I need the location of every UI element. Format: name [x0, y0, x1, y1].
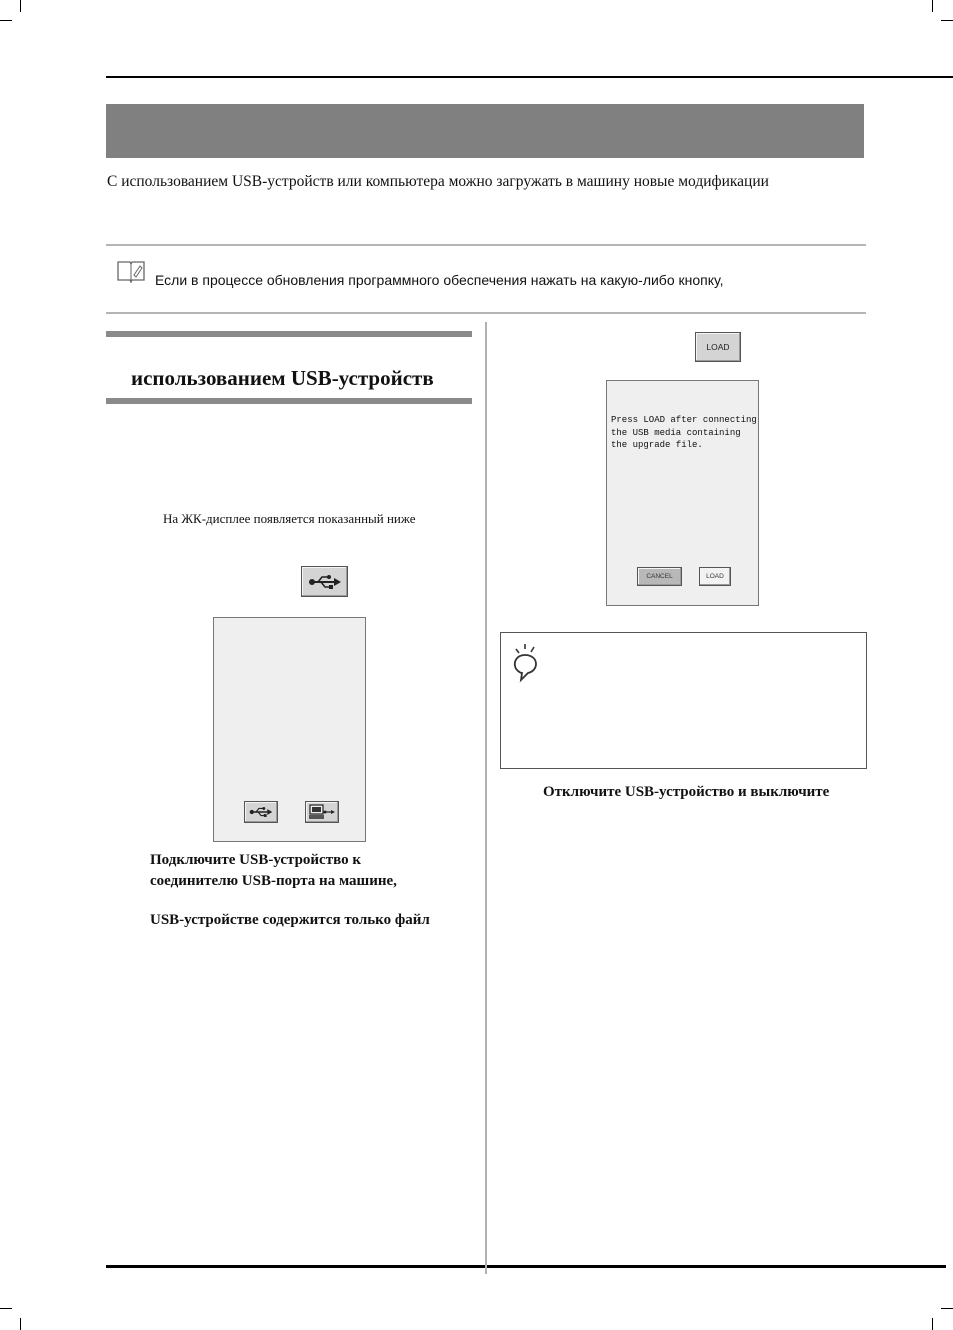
- subheading-top-rule: [106, 331, 472, 337]
- lightbulb-note-icon: [509, 643, 543, 688]
- memo-book-icon: [116, 258, 146, 289]
- step-line: USB-устройстве содержится только файл: [150, 912, 430, 928]
- header-rule: [106, 76, 953, 78]
- cancel-button[interactable]: CANCEL: [637, 567, 682, 586]
- crop-mark: [20, 1318, 21, 1330]
- load-key-button[interactable]: LOAD: [695, 332, 741, 362]
- step-line: Отключите USB-устройство и выключите: [543, 784, 830, 800]
- intro-paragraph: С использованием USB-устройств или компьютера можно загружать в машину новые модификации: [107, 173, 769, 190]
- section-title-bar: [106, 104, 864, 158]
- crop-mark: [932, 1318, 933, 1330]
- lcd-description: На ЖК-дисплее появляется показанный ниже: [163, 511, 416, 526]
- step-line: соединителю USB-порта на машине,: [150, 873, 397, 889]
- screen-computer-usb-button[interactable]: [305, 801, 339, 823]
- footer-rule: [106, 1265, 946, 1268]
- screen-usb-button[interactable]: [244, 801, 278, 823]
- note-box: [500, 632, 867, 769]
- subheading-bottom-rule: [106, 398, 472, 404]
- usb-icon: [308, 574, 342, 590]
- crop-mark: [0, 20, 12, 21]
- crop-mark: [941, 1308, 953, 1309]
- usb-icon: [249, 806, 273, 818]
- screen-message: Press LOAD after connecting the USB media containing the upgrade file.: [611, 415, 757, 450]
- crop-mark: [20, 0, 21, 12]
- crop-mark: [0, 1308, 12, 1309]
- lcd-screen-usb-select: [213, 617, 366, 842]
- memo-bottom-rule: [106, 312, 866, 314]
- column-divider: [485, 322, 487, 1274]
- screen-load-button[interactable]: LOAD: [699, 567, 731, 586]
- usb-key-button[interactable]: [301, 566, 348, 597]
- subheading: использованием USB-устройств: [131, 366, 434, 390]
- memo-top-rule: [106, 244, 866, 246]
- memo-text: Если в процессе обновления программного обеспечения нажать на какую-либо кнопку,: [155, 272, 724, 288]
- crop-mark: [941, 20, 953, 21]
- step-line: Подключите USB-устройство к: [150, 852, 361, 868]
- computer-usb-icon: [309, 804, 335, 820]
- crop-mark: [932, 0, 933, 12]
